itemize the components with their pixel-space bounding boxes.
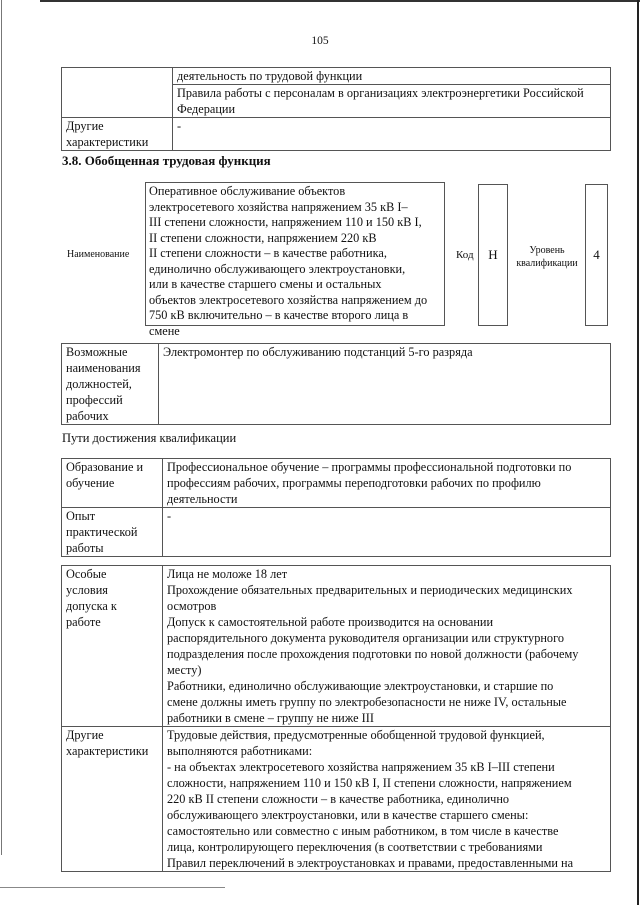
label-cell xyxy=(62,508,163,557)
cell-text: Допуск к самостоятельной работе производится на основании xyxy=(167,615,494,629)
name-text: III степени сложности, напряжением 110 и 150 кВ I, xyxy=(149,215,422,229)
scan-edge-bottom xyxy=(0,887,225,888)
positions-table xyxy=(61,343,611,425)
label-text: характеристики xyxy=(66,135,149,149)
table-row xyxy=(62,459,611,508)
name-text: II степени сложности – в качестве работника, xyxy=(149,246,387,260)
cell-text: лица, контролирующего переключения (в соответствии с требованиями xyxy=(167,840,543,854)
top-continuation-table xyxy=(61,67,611,151)
code-value-box: Н xyxy=(478,184,508,326)
table-row xyxy=(62,68,611,85)
label-text: Особые xyxy=(66,567,107,581)
cell-text: Федерации xyxy=(177,102,236,116)
code-label: Код xyxy=(456,249,474,261)
cell-text: выполняются работниками: xyxy=(167,744,313,758)
label-cell xyxy=(62,566,163,727)
cell-text: профессиям рабочих, программы переподготовки рабочих по профилю xyxy=(167,476,541,490)
label-text: профессий xyxy=(66,393,123,407)
label-text: обучение xyxy=(66,476,115,490)
cell-text: Лица не моложе 18 лет xyxy=(167,567,288,581)
cell-text: Правила работы с персоналам в организациях электроэнергетики Российской xyxy=(177,86,584,100)
label-cell xyxy=(62,344,159,425)
cell-text: Трудовые действия, предусмотренные обобщенной трудовой функцией, xyxy=(167,728,545,742)
empty-label-cell xyxy=(62,68,173,118)
label-cell xyxy=(62,118,173,151)
value-cell xyxy=(173,118,611,151)
cell-text: обслуживающего электроустановки, или в качестве старшего смены: xyxy=(167,808,529,822)
value-cell xyxy=(159,344,611,425)
name-label: Наименование xyxy=(67,249,130,260)
value-cell xyxy=(163,727,611,872)
function-name-box xyxy=(145,182,445,338)
cell-text: подразделения после прохождения подготовки по новой должности (рабочему xyxy=(167,647,579,661)
value-cell xyxy=(163,459,611,508)
table-row xyxy=(62,118,611,151)
value-cell xyxy=(163,566,611,727)
cell-text: распорядительного документа руководителя организации или структурного xyxy=(167,631,564,645)
scan-edge-right xyxy=(637,0,639,905)
label-text: допуска к xyxy=(66,599,117,613)
value-cell xyxy=(173,68,611,85)
cell-text: - xyxy=(167,509,172,523)
value-cell xyxy=(173,85,611,118)
label-cell xyxy=(62,459,163,508)
label-text: Возможные xyxy=(66,345,128,359)
cell-text: работники в смене – группу не ниже III xyxy=(167,711,374,725)
cell-text: - xyxy=(177,119,182,133)
qualification-level-box: 4 xyxy=(585,184,608,326)
cell-text: осмотров xyxy=(167,599,217,613)
table-row xyxy=(62,566,611,727)
name-text: смене xyxy=(149,323,180,338)
cell-text: Профессиональное обучение – программы профессиональной подготовки по xyxy=(167,460,572,474)
cell-text: Электромонтер по обслуживанию подстанций 5-го разряда xyxy=(163,345,473,359)
name-text: 750 кВ включительно – в качестве второго лица в xyxy=(149,308,409,322)
cell-text: месту) xyxy=(167,663,202,677)
label-text: Другие xyxy=(66,728,104,742)
cell-text: сложности, напряжением 110 и 150 кВ I, II степени сложности, напряжением xyxy=(167,776,572,790)
value-cell xyxy=(163,508,611,557)
label-text: условия xyxy=(66,583,108,597)
label-text: наименования xyxy=(66,361,141,375)
level-label-text: Уровень xyxy=(529,245,565,256)
label-text: Другие xyxy=(66,119,104,133)
cell-text: Правил переключений в электроустановках и правами, предоставленными на xyxy=(167,856,574,870)
table-row xyxy=(62,508,611,557)
scan-edge-top xyxy=(40,0,640,2)
name-text: единолично обслуживающего электроустановки, xyxy=(149,261,406,276)
label-text: должностей, xyxy=(66,377,132,391)
page-number: 105 xyxy=(311,35,329,47)
table-row xyxy=(62,727,611,872)
label-text: Опыт xyxy=(66,509,96,523)
conditions-table xyxy=(61,565,611,872)
cell-text: деятельность по трудовой функции xyxy=(177,69,363,83)
cell-text: Прохождение обязательных предварительных и периодических медицинских xyxy=(167,583,573,597)
table-row xyxy=(62,344,611,425)
name-text: Оперативное обслуживание объектов xyxy=(149,184,346,198)
cell-text: - на объектах электросетевого хозяйства напряжением 35 кВ I–III степени xyxy=(167,760,555,774)
cell-text: смене должны иметь группу по электробезопасности не ниже IV, остальные xyxy=(167,695,567,709)
label-text: работе xyxy=(66,615,101,629)
education-table xyxy=(61,458,611,557)
label-text: рабочих xyxy=(66,409,109,423)
name-text: II степени сложности, напряжением 220 кВ xyxy=(149,230,377,245)
label-text: характеристики xyxy=(66,744,149,758)
cell-text: 220 кВ II степени сложности – в качестве работника, единолично xyxy=(167,792,510,806)
label-cell xyxy=(62,727,163,872)
paths-title: Пути достижения квалификации xyxy=(62,431,237,445)
name-text: или в качестве старшего смены и остальных xyxy=(149,277,382,291)
cell-text: самостоятельно или совместно с иным работником, в том числе в качестве xyxy=(167,824,559,838)
name-text: электросетевого хозяйства напряжением 35 кВ I– xyxy=(149,199,408,214)
cell-text: деятельности xyxy=(167,492,238,506)
label-text: практической xyxy=(66,525,138,539)
section-title: 3.8. Обобщенная трудовая функция xyxy=(62,153,271,168)
scan-edge-left xyxy=(1,0,2,855)
label-text: работы xyxy=(66,541,104,555)
name-text: объектов электросетевого хозяйства напряжением до xyxy=(149,292,428,307)
label-text: Образование и xyxy=(66,460,144,474)
qualification-level-label xyxy=(510,244,584,270)
cell-text: Работники, единолично обслуживающие электроустановки, и старшие по xyxy=(167,679,554,693)
level-label-text: квалификации xyxy=(516,258,578,269)
